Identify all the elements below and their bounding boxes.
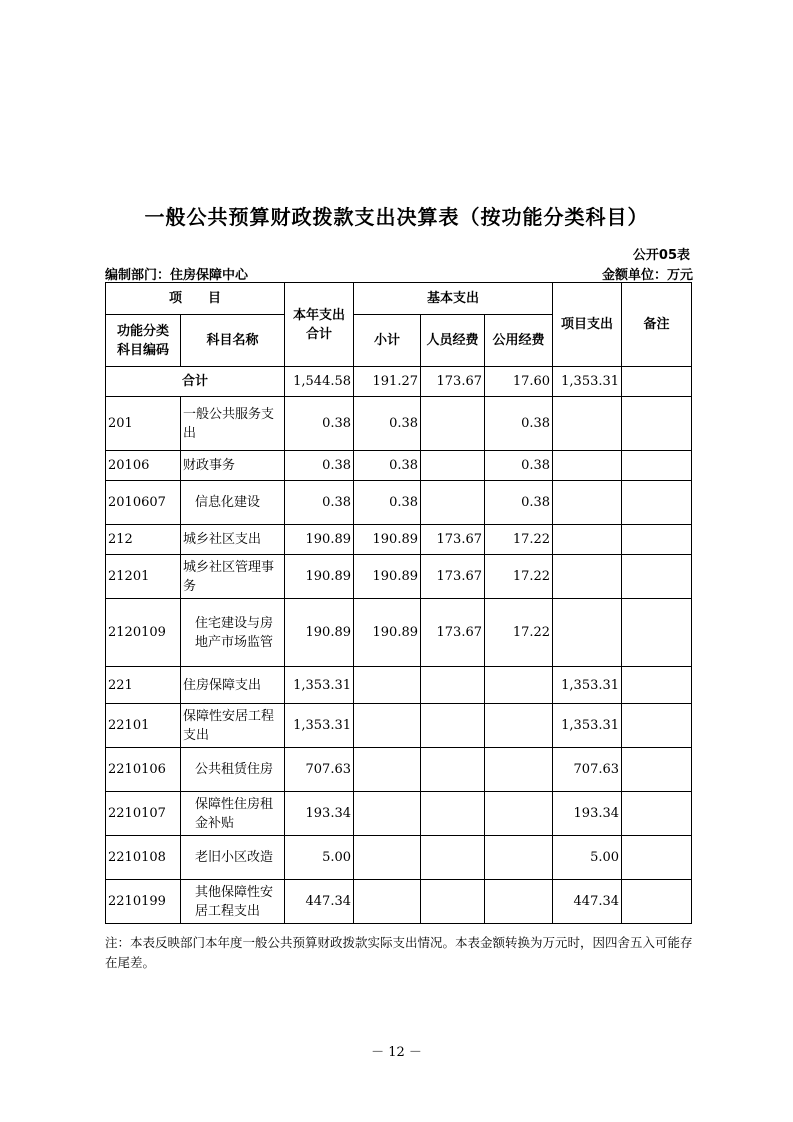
header-func-code-line2: 科目编码 (116, 342, 169, 358)
header-subtotal: 小计 (354, 315, 421, 367)
table-row (106, 704, 692, 748)
row-personnel (421, 451, 485, 481)
row-project (553, 481, 622, 525)
header-total-expenditure (285, 283, 354, 367)
row-code: 22101 (106, 704, 181, 748)
row-code: 2210108 (106, 836, 181, 880)
table-note: 注：本表反映部门本年度一般公共预算财政拨款实际支出情况。本表金额转换为万元时，因四舍五入可能存在尾差。 (105, 935, 693, 970)
row-subtotal (354, 704, 421, 748)
row-subtotal: 0.38 (354, 397, 421, 451)
row-personnel (421, 481, 485, 525)
unit-label: 金额单位：万元 (601, 268, 693, 283)
row-subtotal (354, 792, 421, 836)
total-row (106, 367, 692, 397)
row-personnel: 173.67 (421, 525, 485, 555)
row-personnel: 173.67 (421, 555, 485, 599)
row-name: 城乡社区管理事务 (181, 555, 285, 599)
row-public: 17.22 (485, 525, 553, 555)
header-subject-name: 科目名称 (181, 315, 285, 367)
row-public: 0.38 (485, 397, 553, 451)
row-code: 2210106 (106, 748, 181, 792)
row-personnel (421, 748, 485, 792)
total-personnel: 173.67 (421, 367, 485, 397)
row-project: 707.63 (553, 748, 622, 792)
row-total: 190.89 (285, 599, 354, 667)
row-remark (622, 704, 692, 748)
page-number: － 12 － (371, 1045, 422, 1060)
row-code: 2120109 (106, 599, 181, 667)
row-code: 21201 (106, 555, 181, 599)
table-row (106, 481, 692, 525)
row-total: 707.63 (285, 748, 354, 792)
row-name: 城乡社区支出 (181, 525, 285, 555)
row-public (485, 792, 553, 836)
row-project: 447.34 (553, 880, 622, 924)
header-personnel: 人员经费 (421, 315, 485, 367)
total-subtotal: 191.27 (354, 367, 421, 397)
form-number: 公开05表 (632, 248, 690, 263)
row-project: 1,353.31 (553, 704, 622, 748)
row-subtotal (354, 748, 421, 792)
table-row (106, 748, 692, 792)
row-remark (622, 748, 692, 792)
row-total: 0.38 (285, 451, 354, 481)
row-personnel (421, 836, 485, 880)
row-total: 0.38 (285, 481, 354, 525)
row-remark (622, 667, 692, 704)
row-personnel (421, 397, 485, 451)
row-code: 20106 (106, 451, 181, 481)
row-personnel (421, 667, 485, 704)
header-public: 公用经费 (485, 315, 553, 367)
header-project: 项目支出 (553, 283, 622, 367)
row-remark (622, 397, 692, 451)
row-remark (622, 481, 692, 525)
row-project (553, 555, 622, 599)
row-remark (622, 555, 692, 599)
row-public: 0.38 (485, 481, 553, 525)
total-public: 17.60 (485, 367, 553, 397)
row-subtotal: 0.38 (354, 451, 421, 481)
row-code: 2210199 (106, 880, 181, 924)
row-code: 212 (106, 525, 181, 555)
row-public: 0.38 (485, 451, 553, 481)
row-name: 住房保障支出 (181, 667, 285, 704)
row-public: 17.22 (485, 555, 553, 599)
row-public (485, 704, 553, 748)
page-title: 一般公共预算财政拨款支出决算表（按功能分类科目） (144, 205, 649, 229)
header-func-code-line1: 功能分类 (116, 323, 169, 339)
row-project: 193.34 (553, 792, 622, 836)
row-name: 财政事务 (181, 451, 285, 481)
header-func-code (106, 315, 181, 367)
row-personnel (421, 880, 485, 924)
row-subtotal: 0.38 (354, 481, 421, 525)
total-amount: 1,544.58 (285, 367, 354, 397)
row-remark (622, 792, 692, 836)
table-row (106, 397, 692, 451)
table-row (106, 792, 692, 836)
header-item: 项 目 (106, 283, 285, 315)
row-total: 190.89 (285, 555, 354, 599)
row-project (553, 451, 622, 481)
department-label: 编制部门：住房保障中心 (105, 268, 249, 283)
total-remark (622, 367, 692, 397)
row-subtotal: 190.89 (354, 599, 421, 667)
row-subtotal: 190.89 (354, 555, 421, 599)
row-personnel (421, 704, 485, 748)
table-row (106, 599, 692, 667)
row-subtotal: 190.89 (354, 525, 421, 555)
row-remark (622, 880, 692, 924)
row-name: 公共租赁住房 (181, 748, 285, 792)
row-remark (622, 525, 692, 555)
row-total: 0.38 (285, 397, 354, 451)
row-subtotal (354, 880, 421, 924)
row-total: 193.34 (285, 792, 354, 836)
row-total: 5.00 (285, 836, 354, 880)
row-public (485, 748, 553, 792)
expenditure-table (105, 282, 692, 924)
header-total-line2: 合计 (306, 326, 333, 342)
table-row (106, 451, 692, 481)
row-public (485, 836, 553, 880)
table-row (106, 836, 692, 880)
table-row (106, 555, 692, 599)
header-basic: 基本支出 (354, 283, 553, 315)
row-remark (622, 599, 692, 667)
row-remark (622, 451, 692, 481)
row-total: 1,353.31 (285, 667, 354, 704)
row-code: 221 (106, 667, 181, 704)
row-name: 住宅建设与房地产市场监管 (181, 599, 285, 667)
row-name: 保障性安居工程支出 (181, 704, 285, 748)
row-code: 201 (106, 397, 181, 451)
row-personnel: 173.67 (421, 599, 485, 667)
row-public (485, 880, 553, 924)
row-project (553, 397, 622, 451)
row-total: 447.34 (285, 880, 354, 924)
row-project: 1,353.31 (553, 667, 622, 704)
row-project (553, 525, 622, 555)
row-subtotal (354, 836, 421, 880)
row-name: 其他保障性安居工程支出 (181, 880, 285, 924)
row-remark (622, 836, 692, 880)
row-name: 保障性住房租金补贴 (181, 792, 285, 836)
header-total-line1: 本年支出 (293, 307, 346, 323)
row-name: 一般公共服务支出 (181, 397, 285, 451)
table-row (106, 525, 692, 555)
row-name: 信息化建设 (181, 481, 285, 525)
row-subtotal (354, 667, 421, 704)
row-total: 190.89 (285, 525, 354, 555)
total-project: 1,353.31 (553, 367, 622, 397)
header-remark: 备注 (622, 283, 692, 367)
row-total: 1,353.31 (285, 704, 354, 748)
table-row (106, 667, 692, 704)
row-project: 5.00 (553, 836, 622, 880)
total-label: 合计 (106, 367, 285, 397)
row-name: 老旧小区改造 (181, 836, 285, 880)
row-public: 17.22 (485, 599, 553, 667)
row-public (485, 667, 553, 704)
row-personnel (421, 792, 485, 836)
row-project (553, 599, 622, 667)
row-code: 2210107 (106, 792, 181, 836)
row-code: 2010607 (106, 481, 181, 525)
table-row (106, 880, 692, 924)
